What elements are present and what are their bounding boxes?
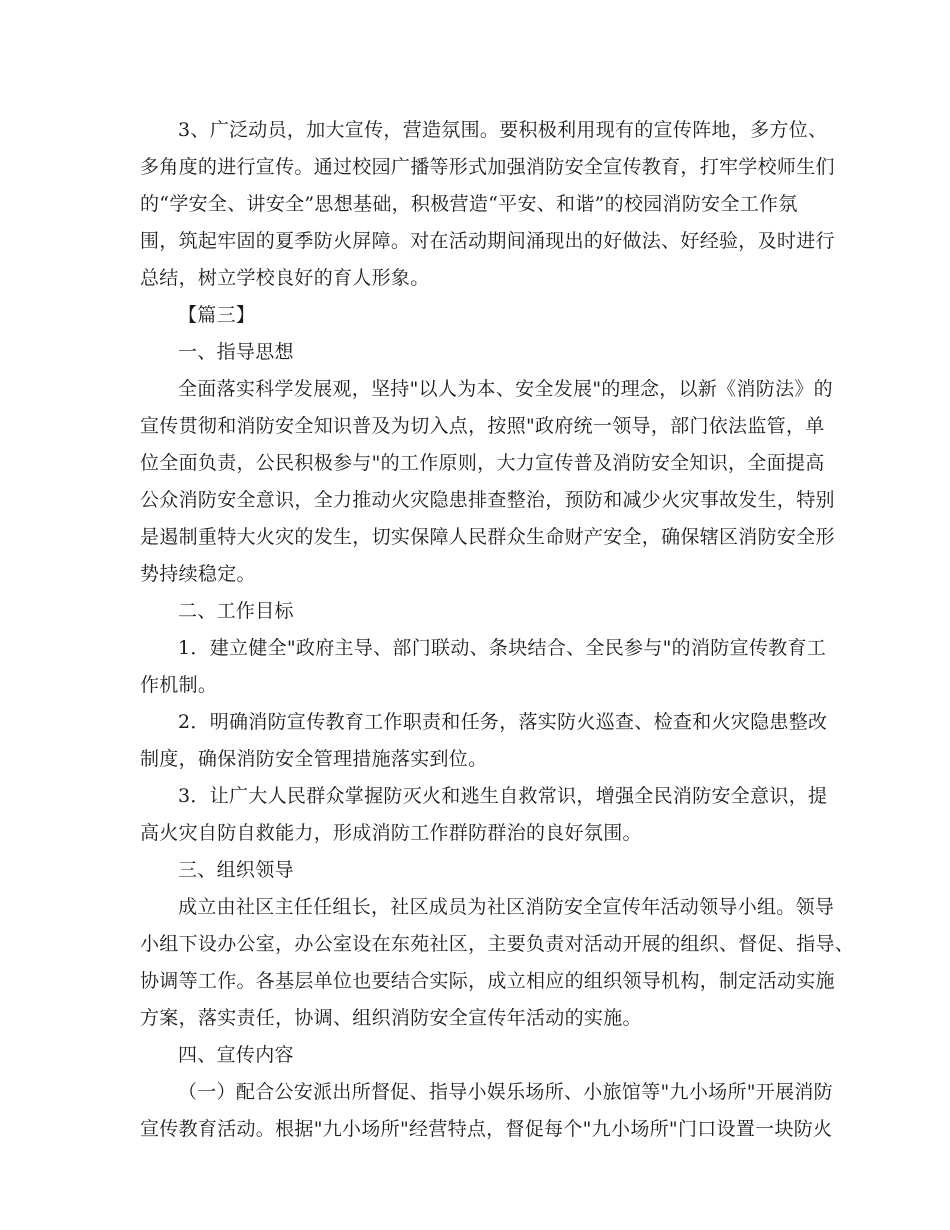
paragraph-line: 1．建立健全"政府主导、部门联动、条块结合、全民参与"的消防宣传教育工 — [178, 637, 827, 659]
paragraph-line: 作机制。 — [140, 674, 218, 696]
paragraph-line: 宣传教育活动。根据"九小场所"经营特点，督促每个"九小场所"门口设置一块防火 — [140, 1118, 833, 1140]
paragraph-line: 制度，确保消防安全管理措施落实到位。 — [140, 748, 488, 770]
paragraph-line: 3、广泛动员，加大宣传，营造氛围。要积极利用现有的宣传阵地，多方位、 — [178, 119, 828, 141]
section-title: 【篇三】 — [178, 304, 256, 326]
paragraph-line: 3．让广大人民群众掌握防灭火和逃生自救常识，增强全民消防安全意识，提 — [178, 785, 828, 807]
paragraph-line: 高火灾自防自救能力，形成消防工作群防群治的良好氛围。 — [140, 822, 642, 844]
paragraph-line: 宣传贯彻和消防安全知识普及为切入点，按照"政府统一领导，部门依法监管，单 — [140, 415, 825, 437]
paragraph-line: 方案，落实责任，协调、组织消防安全宣传年活动的实施。 — [140, 1007, 642, 1029]
paragraph-line: 位全面负责，公民积极参与"的工作原则，大力宣传普及消防安全知识，全面提高 — [140, 452, 825, 474]
paragraph-line: 多角度的进行宣传。通过校园广播等形式加强消防安全宣传教育，打牢学校师生们 — [140, 156, 835, 178]
paragraph-line: 总结，树立学校良好的育人形象。 — [140, 267, 430, 289]
paragraph-line: （一）配合公安派出所督促、指导小娱乐场所、小旅馆等"九小场所"开展消防 — [178, 1081, 833, 1103]
section-heading: 三、组织领导 — [178, 859, 294, 881]
paragraph-line: 2．明确消防宣传教育工作职责和任务，落实防火巡查、检查和火灾隐患整改 — [178, 711, 828, 733]
paragraph-line: 围，筑起牢固的夏季防火屏障。对在活动期间涌现出的好做法、好经验，及时进行 — [140, 230, 835, 252]
section-heading: 一、指导思想 — [178, 341, 294, 363]
section-heading: 二、工作目标 — [178, 600, 294, 622]
paragraph-line: 小组下设办公室，办公室设在东苑社区，主要负责对活动开展的组织、督促、指导、 — [140, 933, 855, 955]
section-heading: 四、宣传内容 — [178, 1044, 294, 1066]
paragraph-line: 全面落实科学发展观，坚持"以人为本、安全发展"的理念，以新《消防法》的 — [178, 378, 833, 400]
paragraph-line: 是遏制重特大火灾的发生，切实保障人民群众生命财产安全，确保辖区消防安全形 — [140, 526, 835, 548]
paragraph-line: 公众消防安全意识，全力推动火灾隐患排查整治，预防和减少火灾事故发生，特别 — [140, 489, 835, 511]
paragraph-line: 成立由社区主任任组长，社区成员为社区消防安全宣传年活动领导小组。领导 — [178, 896, 835, 918]
paragraph-line: 协调等工作。各基层单位也要结合实际，成立相应的组织领导机构，制定活动实施 — [140, 970, 835, 992]
paragraph-line: 势持续稳定。 — [140, 563, 256, 585]
paragraph-line: 的“学安全、讲安全”思想基础，积极营造“平安、和谐”的校园消防安全工作氛 — [140, 193, 798, 215]
